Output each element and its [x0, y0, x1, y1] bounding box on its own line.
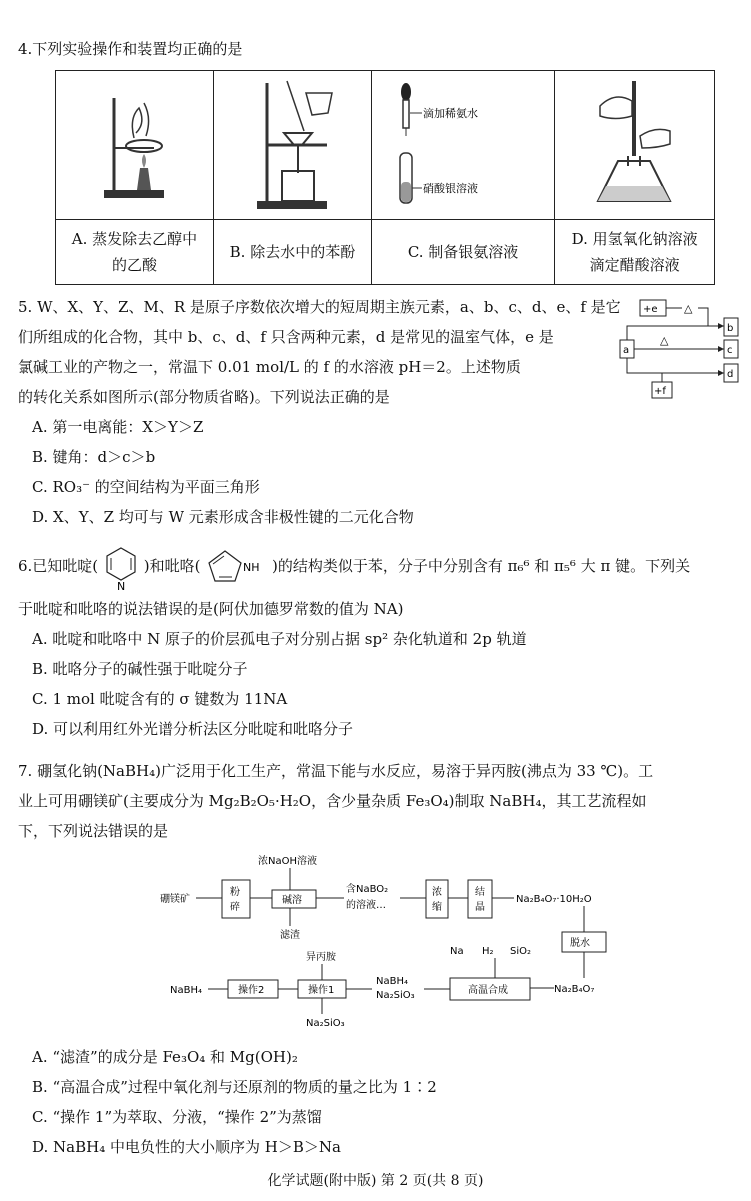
flow-op1: 操作1: [308, 985, 335, 996]
q5-option-b: B. 键角：d＞c＞b: [32, 448, 156, 466]
q7-line-3: 下，下列说法错误的是: [18, 822, 169, 840]
flow-crush-2: 碎: [230, 902, 240, 913]
q7-option-d: D. NaBH₄ 中电负性的大小顺序为 H＞B＞Na: [32, 1138, 341, 1156]
diagram-reagent-e: +e: [643, 304, 658, 315]
option-d-line2: 滴定醋酸溶液: [589, 256, 680, 274]
flow-cryst-1: 结: [475, 887, 485, 898]
apparatus-b-image: [213, 71, 371, 220]
q7-process-flowchart: [150, 850, 630, 1030]
q6-option-d: D. 可以利用红外光谱分析法区分吡啶和吡咯分子: [32, 720, 354, 738]
pyridine-n-label: N: [116, 580, 126, 590]
evaporation-apparatus-icon: [74, 78, 194, 208]
flow-product: NaBH₄: [170, 985, 202, 996]
flow-cryst-2: 晶: [475, 902, 485, 913]
option-b-cell: B. 除去水中的苯酚: [213, 220, 371, 285]
option-a-line1: A. 蒸发除去乙醇中: [71, 230, 198, 248]
q6-option-b: B. 吡咯分子的碱性强于吡啶分子: [32, 660, 248, 678]
q5-line-4: 的转化关系如图所示(部分物质省略)。下列说法正确的是: [18, 388, 390, 406]
question-6: [18, 542, 733, 744]
diagram-node-d: d: [727, 369, 734, 380]
question-7-options: [18, 1042, 733, 1162]
q6-line-2: 于吡啶和吡咯的说法错误的是(阿伏加德罗常数的值为 NA): [18, 600, 404, 618]
flow-leach: 碱溶: [282, 895, 302, 906]
flow-dehydrate: 脱水: [570, 938, 590, 949]
page-footer: 化学试题(附中版) 第 2 页(共 8 页): [267, 1173, 484, 1189]
flow-reactant-na: Na: [450, 946, 464, 957]
flow-naoh: 浓NaOH溶液: [258, 856, 317, 867]
question-4: [18, 34, 733, 64]
flow-reactant-h2: H₂: [482, 946, 494, 957]
apparatus-d-image: [555, 71, 715, 220]
q6-line-1: [18, 542, 733, 590]
flow-ore: 硼镁矿: [160, 894, 190, 905]
q6-text-3: )的结构类似于苯，分子中分别含有 π₆⁶ 和 π₅⁶ 大 π 键。下列关: [272, 557, 691, 575]
flow-solution-1: 含NaBO₂: [346, 884, 389, 895]
diagram-node-c: c: [727, 345, 733, 356]
diagram-node-b: b: [727, 323, 734, 334]
q4-stem: 4.下列实验操作和装置均正确的是: [18, 40, 243, 58]
q5-option-d: D. X、Y、Z 均可与 W 元素形成含非极性键的二元化合物: [32, 508, 414, 526]
titration-apparatus-icon: [570, 76, 700, 211]
pyridine-structure-icon: [103, 544, 139, 590]
flow-na2sio3: Na₂SiO₃: [306, 1018, 345, 1029]
flow-conc-1: 浓: [432, 887, 442, 898]
flow-isopropylamine: 异丙胺: [306, 952, 336, 963]
flow-conc-2: 缩: [432, 902, 442, 913]
option-a-line2: 的乙酸: [111, 256, 157, 274]
label-silver-nitrate: 硝酸银溶液: [422, 182, 478, 195]
q6-option-a: A. 吡啶和吡咯中 N 原子的价层孤电子对分别占据 sp² 杂化轨道和 2p 轨道: [32, 630, 527, 648]
diagram-heat-2: △: [660, 334, 669, 347]
flow-residue: 滤渣: [280, 930, 300, 941]
diagram-node-a: a: [623, 345, 630, 356]
q5-line-3: 氯碱工业的产物之一，常温下 0.01 mol/L 的 f 的水溶液 pH＝2。上述物质: [18, 358, 521, 376]
apparatus-c-image: [371, 71, 554, 220]
diagram-heat-1: △: [684, 302, 693, 315]
q7-option-b: B. “高温合成”过程中氧化剂与还原剂的物质的量之比为 1∶2: [32, 1078, 437, 1096]
option-d-cell: [555, 220, 715, 285]
flow-mix-2: Na₂SiO₃: [376, 990, 415, 1001]
dropper-tube-apparatus-icon: [392, 78, 542, 208]
option-a-cell: [56, 220, 214, 285]
q7-option-a: A. “滤渣”的成分是 Fe₃O₄ 和 Mg(OH)₂: [32, 1048, 298, 1066]
flow-synth: 高温合成: [468, 985, 508, 996]
diagram-reagent-f: +f: [654, 386, 666, 397]
q6-option-c: C. 1 mol 吡啶含有的 σ 键数为 11NA: [32, 690, 288, 708]
label-dilute-ammonia: 滴加稀氨水: [422, 107, 478, 120]
q5-conversion-diagram: [612, 296, 742, 408]
q5-option-c: C. RO₃⁻ 的空间结构为平面三角形: [32, 478, 260, 496]
filtration-apparatus-icon: [232, 73, 352, 213]
q7-line-2: 业上可用硼镁矿(主要成分为 Mg₂B₂O₅·H₂O，含少量杂质 Fe₃O₄)制取 NaBH₄，其工艺流程如: [18, 792, 647, 810]
flow-crush-1: 粉: [230, 887, 240, 898]
flow-mix-1: NaBH₄: [376, 976, 408, 987]
q4-apparatus-table: [55, 70, 715, 285]
apparatus-a-image: [56, 71, 214, 220]
q7-option-c: C. “操作 1”为萃取、分液，“操作 2”为蒸馏: [32, 1108, 322, 1126]
flow-op2: 操作2: [238, 985, 265, 996]
q5-line-1: 5. W、X、Y、Z、M、R 是原子序数依次增大的短周期主族元素，a、b、c、d、e、f 是它: [18, 298, 621, 316]
q6-text-1: 6.已知吡啶(: [18, 557, 99, 575]
q7-line-1: 7. 硼氢化钠(NaBH₄)广泛用于化工生产，常温下能与水反应，易溶于异丙胺(沸点为 33 ℃)。工: [18, 762, 654, 780]
q5-option-a: A. 第一电离能：X＞Y＞Z: [32, 418, 204, 436]
pyrrole-structure-icon: [205, 547, 267, 587]
q5-line-2: 们所组成的化合物，其中 b、c、d、f 只含两种元素，d 是常见的温室气体，e 是: [18, 328, 554, 346]
flow-solution-2: 的溶液…: [346, 900, 386, 911]
flow-anhydrous: Na₂B₄O₇: [554, 984, 595, 995]
flow-reactant-sio2: SiO₂: [510, 946, 532, 957]
option-d-line1: D. 用氢氧化钠溶液: [571, 230, 698, 248]
flow-hydrate: Na₂B₄O₇·10H₂O: [516, 894, 592, 905]
option-c-cell: C. 制备银氨溶液: [371, 220, 554, 285]
q6-text-2: )和吡咯(: [143, 557, 201, 575]
question-7: [18, 756, 733, 846]
pyrrole-nh-label: NH: [243, 561, 260, 574]
